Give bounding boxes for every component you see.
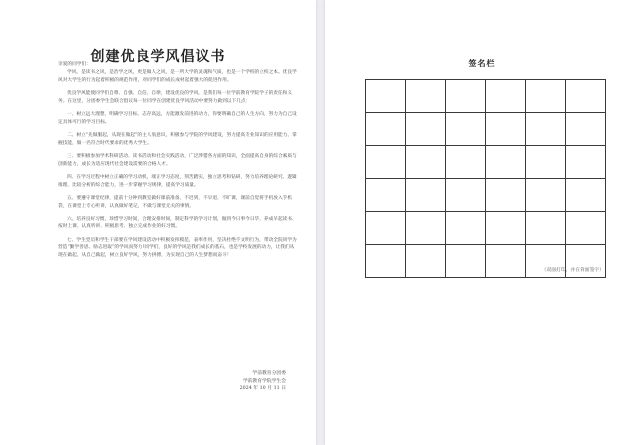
signature-cell bbox=[446, 80, 486, 113]
signature-date: 2024 年 10 月 11 日 bbox=[239, 386, 286, 392]
signature-cell bbox=[526, 80, 566, 113]
signature-cell bbox=[566, 113, 606, 146]
signature-cell bbox=[566, 146, 606, 179]
signature-cell bbox=[446, 212, 486, 245]
signature-row bbox=[366, 80, 606, 113]
document-title: 创建优良学风倡议书 bbox=[90, 49, 226, 65]
signature-row bbox=[366, 113, 606, 146]
signature-cell bbox=[406, 212, 446, 245]
print-note: （双面打印，并在背面签字） bbox=[541, 268, 604, 273]
document-page-2 bbox=[325, 0, 639, 445]
signature-org-2: 学前教育学院学生会 bbox=[242, 378, 286, 384]
signature-org-1: 学前教育分团委 bbox=[252, 371, 286, 376]
signature-cell bbox=[526, 146, 566, 179]
paragraph: 优良学风能使同学们自尊、自强、自信、自律，建设优良的学风，是我们每一位学前教育学院学子的责任和义务。在这里，分团委学生会联合倡议每一位同学在创建优良学风活动中要努力做到以下几点： bbox=[58, 91, 293, 104]
signature-cell bbox=[366, 179, 406, 212]
signature-cell bbox=[566, 212, 606, 245]
signature-cell bbox=[406, 113, 446, 146]
document-body bbox=[58, 61, 298, 265]
paragraph: 六、培养良好习惯，珍惜学习时间，合理安排时间，制定科学的学习计划，做到今日事今日毕，养成早起读书、按时上课、认真听讲、积极思考、独立完成作业的好习惯。 bbox=[58, 217, 297, 230]
signature-row bbox=[366, 146, 606, 179]
signature-cell bbox=[446, 146, 486, 179]
signature-grid bbox=[365, 79, 606, 278]
signature-sheet-title: 签名栏 bbox=[468, 58, 496, 68]
signature-cell bbox=[406, 80, 446, 113]
signature-cell bbox=[366, 80, 406, 113]
signature-cell bbox=[366, 113, 406, 146]
signature-cell bbox=[406, 146, 446, 179]
signature-cell bbox=[486, 212, 526, 245]
signature-cell bbox=[486, 80, 526, 113]
signature-cell bbox=[486, 146, 526, 179]
signature-cell bbox=[566, 80, 606, 113]
signature-cell bbox=[526, 113, 566, 146]
signature-cell bbox=[486, 113, 526, 146]
paragraph: 七、学生党员和学生干部要在学风建设活动中积极发挥模范，表率作用，坚决杜绝不文明行为，带动全院同学为营造“勤学善思、励志进取”的学风而努力!同学们，良好的学风是我们成长的基石，也是学校发展的动力，让我们从现在做起，从自己做起，树立良好学风，努力拼搏，为实现自己的人生梦想而奋斗！ bbox=[58, 238, 297, 258]
signature-cell bbox=[526, 212, 566, 245]
signature-cell bbox=[446, 179, 486, 212]
paragraph: 五、要遵守课堂纪律，提前十分钟到教室做好课前准备，不迟到、不早退、不旷课，课前自觉将手机放入手机袋，在课堂上专心听讲，认真做好笔记，不做与课堂无关的事情。 bbox=[58, 196, 293, 209]
signature-cell bbox=[526, 179, 566, 212]
paragraph: 四、在学习过程中树立正确的学习动机，端正学习态度，刻苦踏实，独立思考和钻研，努力培养理论研究、逻辑推理、比较分析的综合能力，进一步掌握学习规律，提高学习质量。 bbox=[58, 175, 297, 188]
signature-cell bbox=[366, 146, 406, 179]
paragraph: 学风，是读书之风，是治学之风，更是做人之风，是一所大学的灵魂和气质，也是一个学校的立校之本。优良学风对大学生的行为起着积极的规范作用，对同学们的成长成材起着强大的促进作用。 bbox=[58, 70, 297, 83]
document-page-1 bbox=[0, 0, 316, 445]
signature-row bbox=[366, 179, 606, 212]
signature-block bbox=[166, 370, 286, 393]
signature-row bbox=[366, 212, 606, 245]
greeting: 亲爱的同学们： bbox=[58, 62, 91, 67]
paragraph: 二、树立“先做服起，从现在做起”的主人翁意识，积极参与学院的学风建设，努力提高专业知识的应用能力、掌握技能，做一名符合时代要求的优秀大学生。 bbox=[58, 133, 297, 146]
paragraph: 一、树立远大理想，明确学习目标。志存高远，方能激发前进的动力，你要明确自己的人生方向，努力为自己设定具体可行的学习目标。 bbox=[58, 112, 297, 125]
signature-cell bbox=[406, 179, 446, 212]
signature-cell bbox=[566, 179, 606, 212]
signature-cell bbox=[446, 113, 486, 146]
signature-cell bbox=[366, 212, 406, 245]
signature-cell bbox=[486, 179, 526, 212]
paragraph: 三、要积极参加学术科研活动、读书活动和社会实践活动，广泛涉猎各方面的知识，全面提高自身的综合素质与创新能力，成长为适应现代社会建设需要的合格人才。 bbox=[58, 154, 297, 167]
